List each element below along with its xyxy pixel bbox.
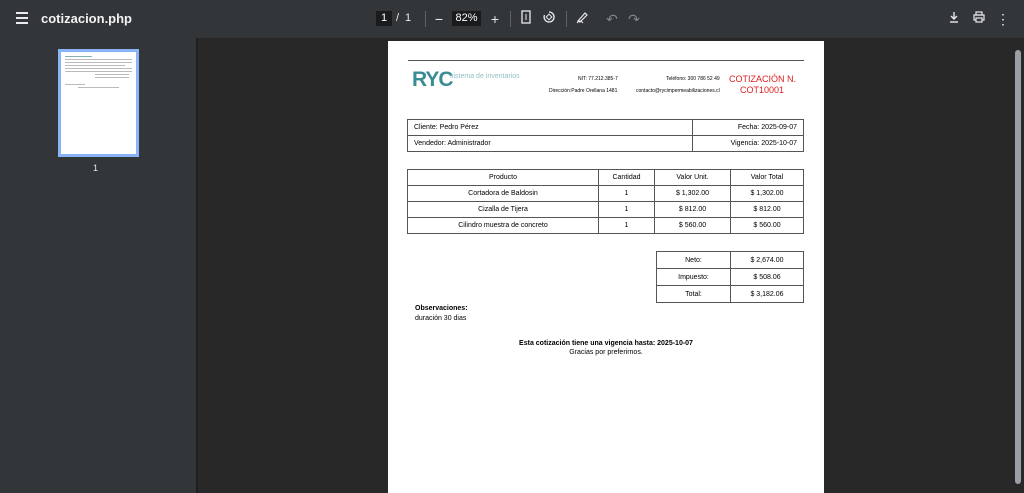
zoom-input[interactable]: 82%: [452, 11, 481, 26]
table-row: [408, 218, 804, 234]
annotate-icon[interactable]: [574, 10, 592, 28]
observations-text: duración 30 dias: [415, 315, 467, 322]
vertical-scrollbar[interactable]: [1012, 38, 1024, 493]
item-product: Cilindro muestra de concreto: [408, 218, 599, 234]
total-value: $ 2,674.00: [731, 252, 804, 269]
item-unit-price: $ 812.00: [655, 202, 731, 218]
item-qty: 1: [599, 202, 655, 218]
thumbnail-preview: [65, 56, 132, 90]
quote-title: COTIZACIÓN N.: [729, 74, 796, 84]
table-row: [657, 269, 804, 286]
quote-number: COT10001: [740, 85, 785, 95]
company-email: contacto@rycimpermeabilizaciones.cl: [636, 88, 720, 94]
company-nit: NIT: 77.212.385-7: [578, 76, 618, 82]
observations-label: Observaciones:: [415, 305, 468, 312]
item-product: Cizalla de Tijera: [408, 202, 599, 218]
document-title: cotizacion.php: [41, 11, 132, 26]
seller-name: Vendedor: Administrador: [408, 136, 693, 152]
logo-subtitle: sistema de inventarios: [450, 73, 520, 80]
page-total: 1: [405, 12, 412, 24]
document-viewer: [200, 38, 1012, 493]
download-icon[interactable]: [945, 10, 963, 28]
column-header: Producto: [408, 170, 599, 186]
total-label: Neto:: [657, 252, 731, 269]
pdf-toolbar: [0, 0, 1024, 38]
column-header: Cantidad: [599, 170, 655, 186]
item-qty: 1: [599, 218, 655, 234]
table-row: [408, 202, 804, 218]
thumbnail-sidebar: [0, 38, 198, 493]
more-vert-icon[interactable]: ⋮: [996, 11, 1010, 27]
page-thumbnail[interactable]: [58, 49, 139, 157]
header-rule: [408, 60, 804, 61]
pdf-page: [388, 41, 824, 493]
toolbar-divider: [425, 11, 426, 27]
item-qty: 1: [599, 186, 655, 202]
total-label: Impuesto:: [657, 269, 731, 286]
rotate-icon[interactable]: [540, 10, 558, 28]
total-value: $ 508.06: [731, 269, 804, 286]
table-row: [657, 286, 804, 303]
fit-page-icon[interactable]: [517, 10, 535, 28]
item-unit-price: $ 560.00: [655, 218, 731, 234]
validity-note: Esta cotización tiene una vigencia hasta: 2025-10-07: [519, 340, 693, 347]
item-total: $ 560.00: [731, 218, 804, 234]
company-logo: RYC: [412, 68, 453, 91]
item-total: $ 1,302.00: [731, 186, 804, 202]
total-label: Total:: [657, 286, 731, 303]
toolbar-divider: [510, 11, 511, 27]
quote-validity: Vigencia: 2025-10-07: [693, 136, 804, 152]
items-table: [407, 169, 804, 234]
client-name: Cliente: Pedro Pérez: [408, 120, 693, 136]
undo-icon[interactable]: ↶: [606, 11, 618, 27]
menu-icon[interactable]: [12, 9, 32, 29]
totals-table: [656, 251, 804, 303]
thumbnail-page-number: 1: [93, 163, 99, 173]
column-header: Valor Unit.: [655, 170, 731, 186]
table-row: [657, 252, 804, 269]
thanks-note: Gracias por preferirnos.: [569, 349, 643, 356]
page-number-input[interactable]: 1: [376, 11, 392, 26]
print-icon[interactable]: [970, 10, 988, 28]
redo-icon[interactable]: ↷: [628, 11, 640, 27]
item-total: $ 812.00: [731, 202, 804, 218]
column-header: Valor Total: [731, 170, 804, 186]
company-phone: Teléfono: 300 786 52 49: [666, 76, 720, 82]
minus-icon[interactable]: −: [434, 11, 444, 27]
company-address: Dirección:Padre Orellana 1481: [549, 88, 618, 94]
plus-icon[interactable]: +: [490, 11, 500, 27]
toolbar-divider: [566, 11, 567, 27]
quote-date: Fecha: 2025-09-07: [693, 120, 804, 136]
total-value: $ 3,182.06: [731, 286, 804, 303]
scrollbar-thumb[interactable]: [1015, 50, 1021, 484]
page-separator: /: [396, 12, 400, 24]
item-unit-price: $ 1,302.00: [655, 186, 731, 202]
table-row: [408, 186, 804, 202]
item-product: Cortadora de Baldosin: [408, 186, 599, 202]
client-info-table: [407, 119, 804, 152]
